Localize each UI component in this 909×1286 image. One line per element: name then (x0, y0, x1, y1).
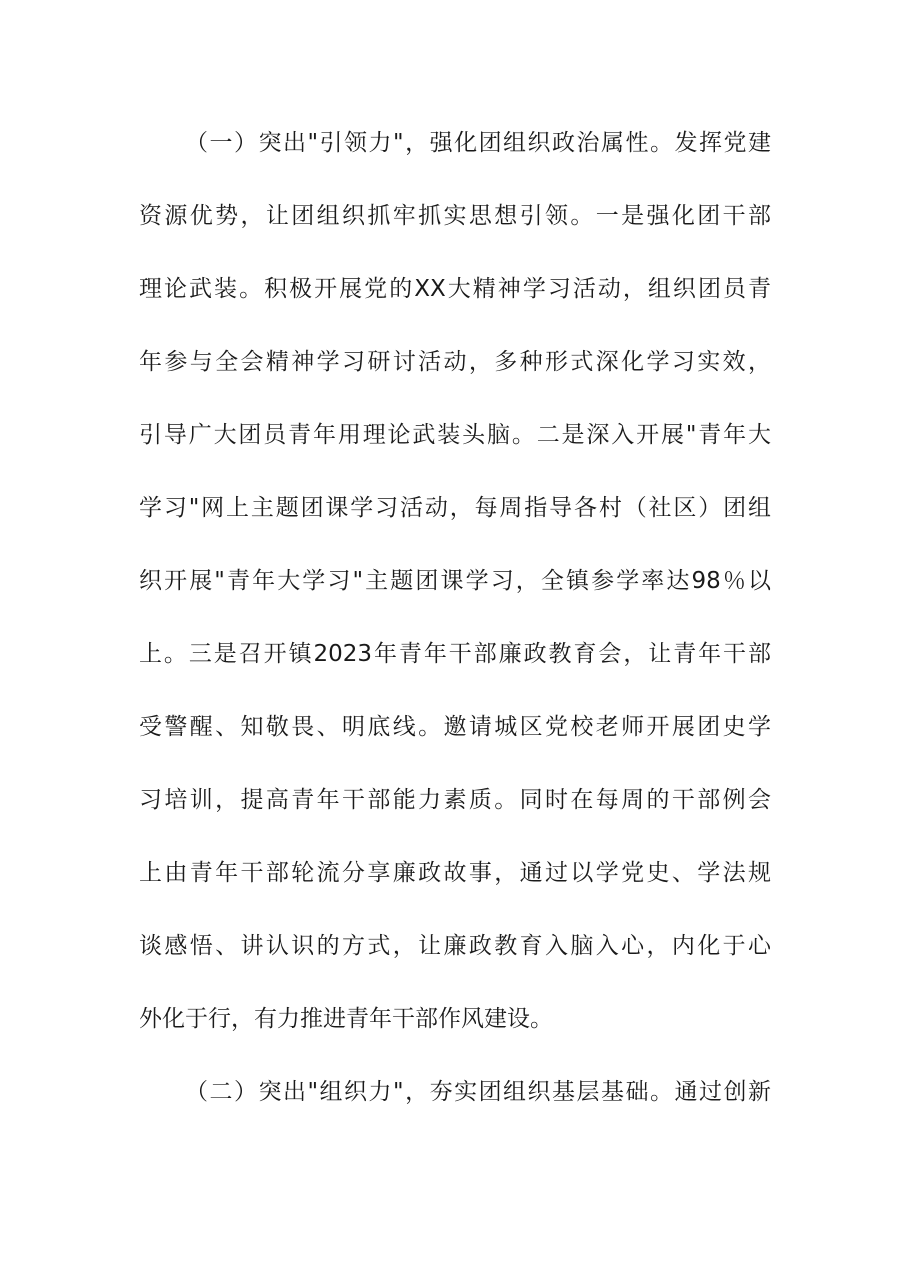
paragraph-1-line-11: 上由青年干部轮流分享廉政故事，通过以学党史、学法规 (139, 860, 771, 886)
paragraph-1-line-5: 引导广大团员青年用理论武装头脑。二是深入开展"青年大 (139, 422, 771, 448)
paragraph-1-line-4: 年参与全会精神学习研讨活动，多种形式深化学习实效， (139, 349, 771, 375)
paragraph-1-line-6: 学习"网上主题团课学习活动，每周指导各村（社区）团组 (139, 495, 771, 521)
paragraph-1-line-9: 受警醒、知敬畏、明底线。邀请城区党校老师开展团史学 (139, 714, 771, 740)
paragraph-1-line-3: 理论武装。积极开展党的XX大精神学习活动，组织团员青 (139, 276, 771, 302)
paragraph-1-line-12: 谈感悟、讲认识的方式，让廉政教育入脑入心，内化于心 (139, 933, 771, 959)
paragraph-1-line-2: 资源优势，让团组织抓牢抓实思想引领。一是强化团干部 (139, 203, 771, 229)
paragraph-1-line-1: （一）突出"引领力"，强化团组织政治属性。发挥党建 (185, 130, 771, 156)
paragraph-1-line-8: 上。三是召开镇2023年青年干部廉政教育会，让青年干部 (139, 641, 771, 667)
paragraph-1-line-13: 外化于行，有力推进青年干部作风建设。 (139, 1006, 553, 1032)
paragraph-1-line-10: 习培训，提高青年干部能力素质。同时在每周的干部例会 (139, 787, 771, 813)
paragraph-1-line-7: 织开展"青年大学习"主题团课学习，全镇参学率达98％以 (139, 568, 771, 594)
paragraph-2-line-1: （二）突出"组织力"，夯实团组织基层基础。通过创新 (185, 1079, 771, 1105)
